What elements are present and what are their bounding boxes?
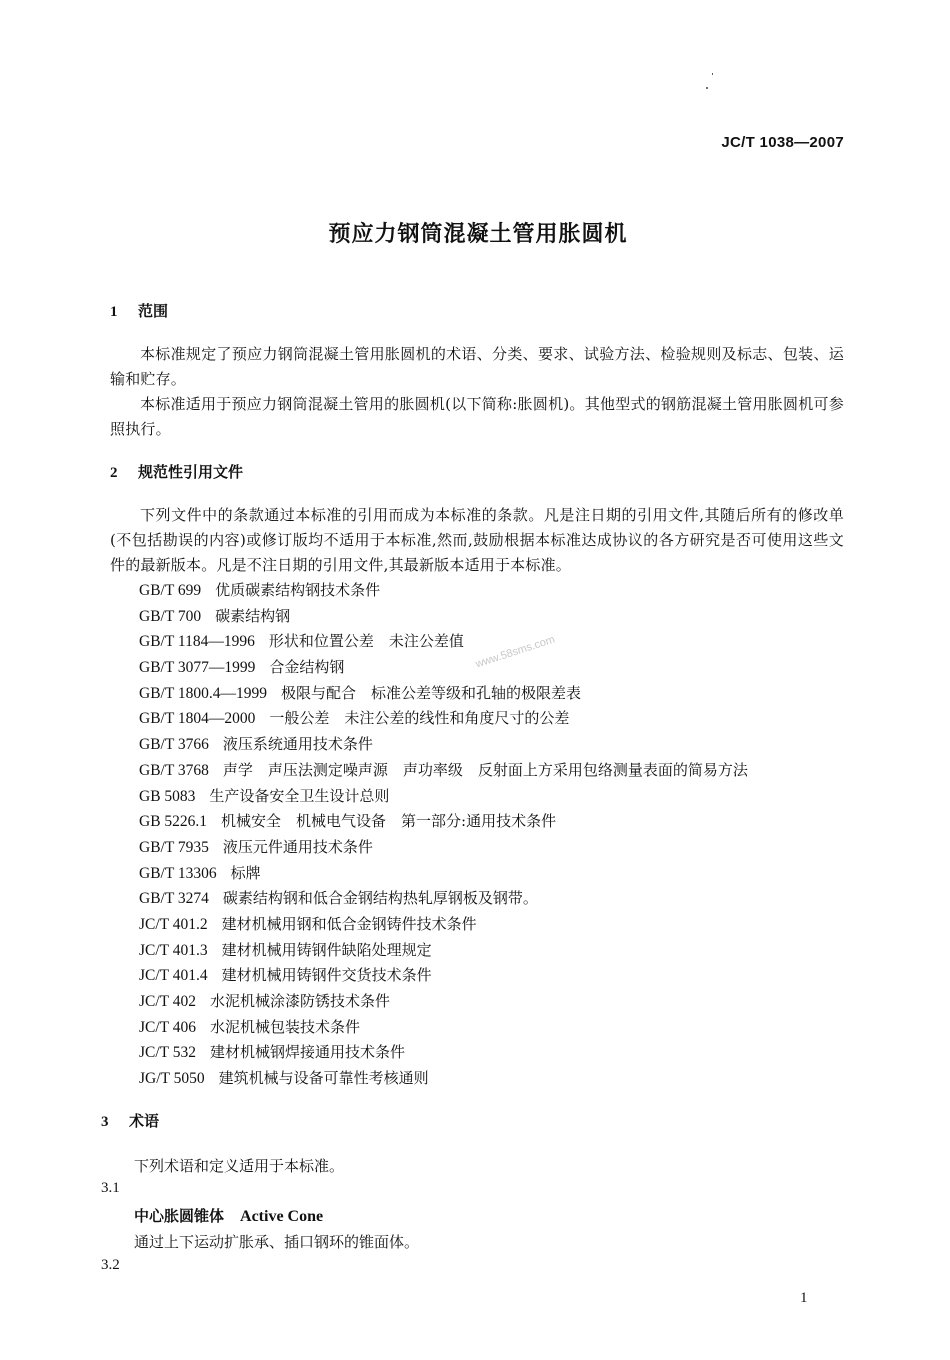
reference-code: GB/T 3766 [139,736,209,754]
section-title: 规范性引用文件 [138,463,244,481]
reference-item [139,629,748,655]
reference-code: GB/T 3274 [139,890,209,908]
section-1-paragraph-2: 本标准适用于预应力钢筒混凝土管用的胀圆机(以下简称:胀圆机)。其他型式的钢筋混凝土管用胀圆机可参照执行。 [110,395,844,438]
term-name-cn: 中心胀圆锥体 [134,1207,225,1225]
reference-code: GB 5083 [139,787,196,805]
reference-item [139,963,748,989]
section-number: 1 [110,304,118,320]
section-title: 术语 [129,1112,160,1130]
reference-item [139,809,748,835]
reference-item [139,784,748,810]
reference-title: 碳素结构钢 [215,606,291,625]
section-number: 2 [110,465,118,481]
reference-code: GB/T 699 [139,582,202,599]
page-number: 1 [800,1290,808,1306]
reference-title: 建材机械用钢和低合金钢铸件技术条件 [221,914,477,933]
term-number: 3.1 [101,1180,120,1196]
reference-list [139,578,748,1092]
reference-title: 极限与配合 标准公差等级和孔轴的极限差表 [281,683,582,702]
reference-item [139,938,748,964]
term-name-en: Active Cone [240,1208,324,1225]
reference-code: JG/T 5050 [139,1070,205,1088]
reference-code: GB 5226.1 [139,813,208,831]
reference-item [139,989,748,1015]
reference-item [139,732,748,758]
term-heading [134,1205,323,1226]
reference-title: 一般公差 未注公差的线性和角度尺寸的公差 [269,709,570,728]
reference-title: 液压系统通用技术条件 [222,735,373,754]
reference-code: JC/T 406 [139,1018,196,1036]
reference-title: 形状和位置公差 未注公差值 [268,632,464,651]
reference-item [139,886,748,912]
reference-code: GB/T 1184—1996 [139,633,255,651]
reference-title: 水泥机械涂漆防锈技术条件 [210,992,391,1010]
section-3-heading [101,1110,159,1131]
reference-title: 标牌 [230,863,261,882]
reference-title: 优质碳素结构钢技术条件 [215,581,381,599]
section-1-heading [110,300,168,321]
standard-code: JC/T 1038—2007 [721,134,844,151]
section-2-intro: 下列文件中的条款通过本标准的引用而成为本标准的条款。凡是注日期的引用文件,其随后所有的修改单(不包括勘误的内容)或修订版均不适用于本标准,然而,鼓励根据本标准达成协议的各方研究是否可使用这些文件的最新版本。凡是不注日期的引用文件,其最新版本适用于本标准。 [110,506,844,574]
section-title: 范围 [138,302,169,320]
section-number: 3 [101,1114,109,1130]
reference-item [139,1040,748,1066]
reference-code: GB/T 7935 [139,838,209,856]
section-3-intro: 下列术语和定义适用于本标准。 [134,1157,345,1175]
reference-item [139,681,748,707]
reference-title: 建材机械用铸钢件缺陷处理规定 [221,940,432,959]
reference-code: GB/T 700 [139,607,202,625]
reference-code: GB/T 13306 [139,864,217,882]
reference-title: 建筑机械与设备可靠性考核通则 [218,1069,429,1088]
reference-title: 水泥机械包装技术条件 [210,1017,361,1036]
watermark: www.58sms.com [474,633,557,671]
reference-code: JC/T 401.2 [139,915,208,933]
reference-item [139,706,748,732]
reference-title: 液压元件通用技术条件 [222,837,373,856]
reference-title: 生产设备安全卫生设计总则 [209,786,390,805]
scan-speck [706,87,708,89]
reference-title: 建材机械钢焊接通用技术条件 [210,1043,406,1062]
reference-title: 合金结构钢 [269,658,345,677]
section-1-paragraph-1: 本标准规定了预应力钢筒混凝土管用胀圆机的术语、分类、要求、试验方法、检验规则及标志、包装、运输和贮存。 [110,345,844,388]
reference-item [139,1015,748,1041]
reference-code: JC/T 401.3 [139,941,208,959]
reference-code: JC/T 532 [139,1044,196,1062]
reference-title: 碳素结构钢和低合金钢结构热轧厚钢板及钢带。 [222,889,538,908]
section-2-heading [110,461,243,482]
reference-item [139,1066,748,1092]
reference-item [139,758,748,784]
document-title: 预应力钢筒混凝土管用胀圆机 [328,222,628,247]
reference-item [139,655,748,681]
reference-item [139,578,748,604]
term-definition: 通过上下运动扩胀承、插口钢环的锥面体。 [134,1233,420,1251]
reference-code: GB/T 1804—2000 [139,710,256,728]
reference-item [139,861,748,887]
reference-code: GB/T 3768 [139,761,209,779]
reference-title: 建材机械用铸钢件交货技术条件 [221,966,432,985]
reference-code: JC/T 401.4 [139,967,208,985]
term-number: 3.2 [101,1257,120,1273]
reference-item [139,835,748,861]
reference-code: GB/T 1800.4—1999 [139,684,268,702]
reference-code: GB/T 3077—1999 [139,659,256,677]
reference-title: 声学 声压法测定噪声源 声功率级 反射面上方采用包络测量表面的简易方法 [222,760,748,779]
scan-speck [712,73,713,75]
reference-code: JC/T 402 [139,993,196,1010]
reference-item [139,912,748,938]
reference-item [139,604,748,630]
reference-title: 机械安全 机械电气设备 第一部分:通用技术条件 [221,812,557,831]
